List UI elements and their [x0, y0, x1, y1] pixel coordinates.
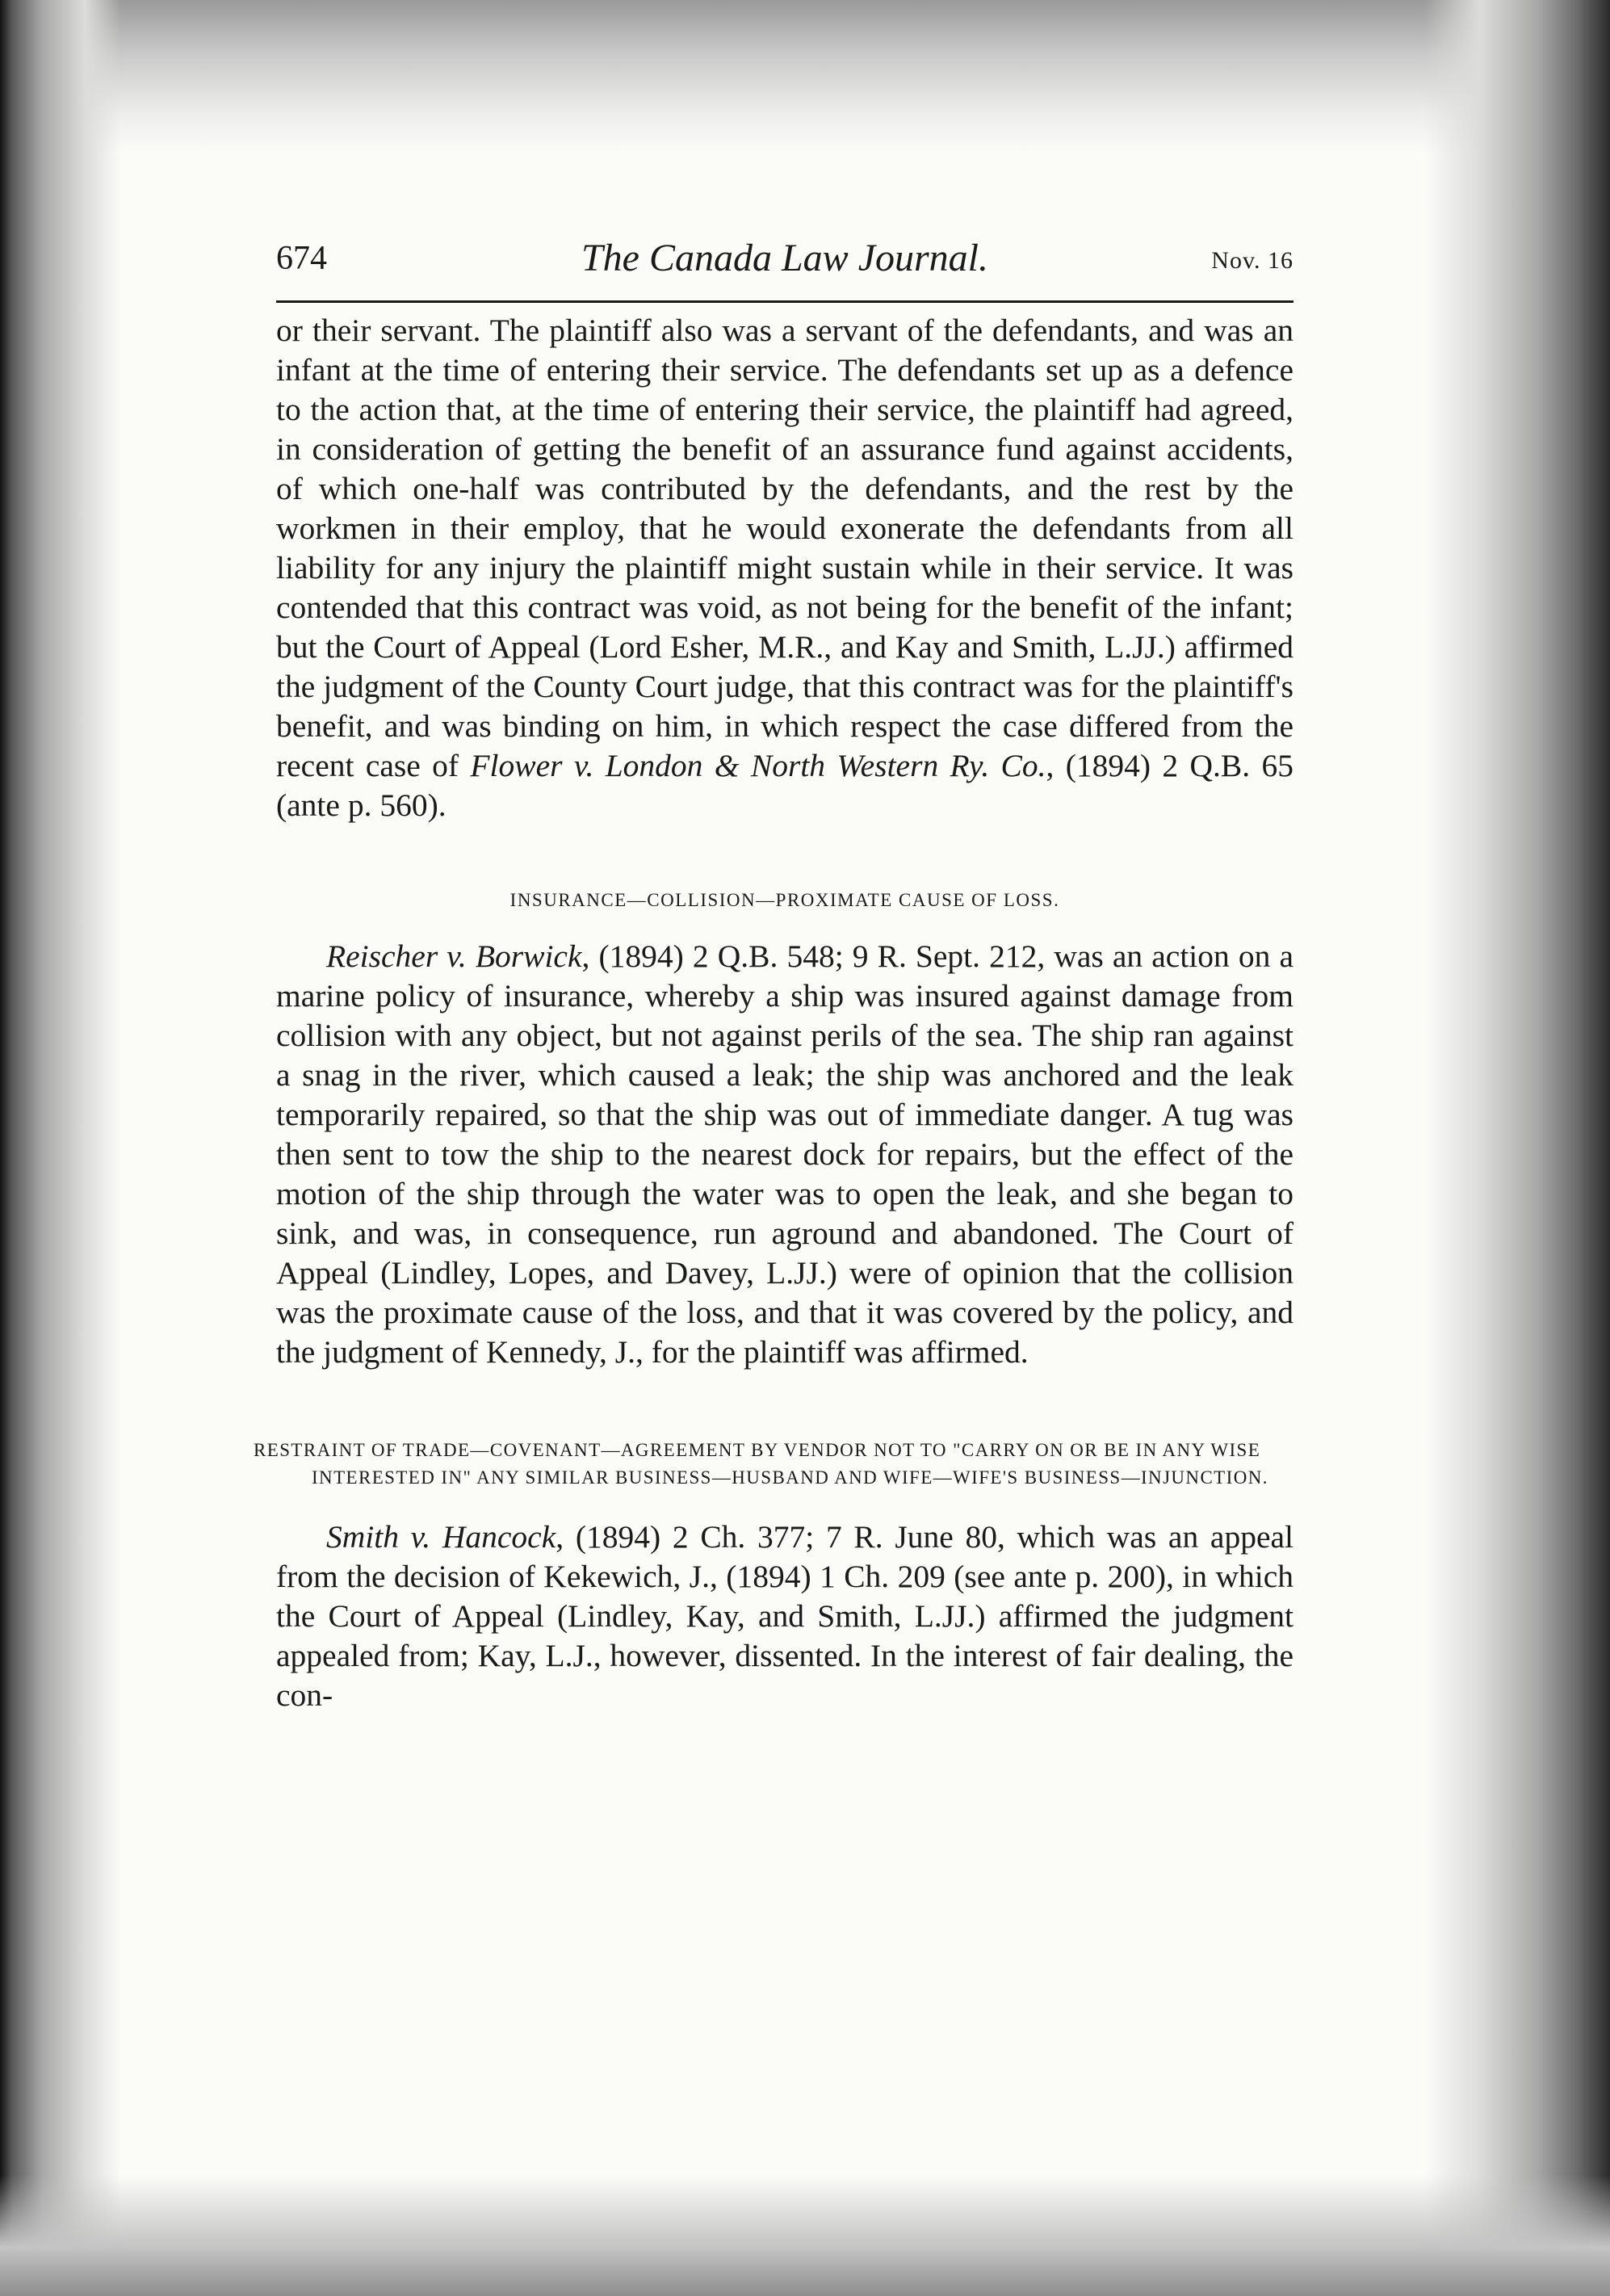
running-head [276, 234, 1293, 303]
section-heading-restraint-of-trade: RESTRAINT OF TRADE—COVENANT—AGREEMENT BY VENDOR NOT TO "CARRY ON OR BE IN ANY WISE INTERESTED IN" ANY SIMILAR BUSINESS—HUSBAND AND WIFE—WIFE'S BUSINESS—INJUNCTION. [254, 1440, 1268, 1488]
section-paragraph-insurance [276, 937, 1293, 1372]
journal-page [254, 234, 1293, 1715]
paragraph-text: or their servant. The plaintiff also was a servant of the defendants, and was an infant at the time of entering their service. The defendants set up as a defence to the action that, at the time of entering their service, the plaintiff had agreed, in consideration of getting the benefit of an assurance fund against accidents, of which one-half was contributed by the defendants, and the rest by the workmen in their employ, that he would exonerate the defendants from all liability for any injury the plaintiff might sustain while in their service. It was contended that this contract was void, as not being for the benefit of the infant; but the Court of Appeal (Lord Esher, M.R., and Kay and Smith, L.JJ.) affirmed the judgment of the County Court judge, that this contract was for the plaintiff's benefit, and was binding on him, in which respect the case differed from the recent case of [276, 313, 1293, 783]
scan-shadow-top [0, 0, 1610, 153]
paragraph-text: , (1894) 2 Ch. 377; 7 R. June 80, which was an appeal from the decision of Kekewich, J., (1894) 1 Ch. 209 (see ante p. 200), in which the Court of Appeal (Lindley, Kay, and Smith, L.JJ.) affirmed the judgment appealed from; Kay, L.J., however, dissented. In the interest of fair dealing, the con- [276, 1519, 1293, 1713]
page-number: 674 [276, 240, 327, 277]
case-name: Smith v. Hancock [326, 1519, 556, 1555]
case-citation: , (1894) 2 Q.B. 65 (ante p. 560). [276, 748, 1293, 823]
continued-paragraph [276, 311, 1293, 825]
section-paragraph-restraint-of-trade [276, 1517, 1293, 1715]
section-heading-insurance: INSURANCE—COLLISION—PROXIMATE CAUSE OF LOSS. [509, 890, 1060, 910]
cited-case-name: Flower v. London & North Western Ry. Co. [470, 748, 1046, 783]
issue-date: Nov. 16 [1211, 247, 1293, 274]
scan-shadow-bottom [0, 2175, 1610, 2296]
journal-title: The Canada Law Journal. [581, 237, 989, 279]
scan-shadow-right [1424, 0, 1610, 2296]
paragraph-text: , (1894) 2 Q.B. 548; 9 R. Sept. 212, was an action on a marine policy of insurance, whereby a ship was insured against damage from collision with any object, but not against perils of the sea. The ship ran against a snag in the river, which caused a leak; the ship was anchored and the leak temporarily repaired, so that the ship was out of immediate danger. A tug was then sent to tow the ship to the nearest dock for repairs, but the effect of the motion of the ship through the water was to open the leak, and she began to sink, and was, in consequence, run aground and abandoned. The Court of Appeal (Lindley, Lopes, and Davey, L.JJ.) were of opinion that the collision was the proximate cause of the loss, and that it was covered by the policy, and the judgment of Kennedy, J., for the plaintiff was affirmed. [276, 938, 1293, 1370]
case-name: Reischer v. Borwick [326, 938, 582, 974]
scan-shadow-left [0, 0, 121, 2296]
